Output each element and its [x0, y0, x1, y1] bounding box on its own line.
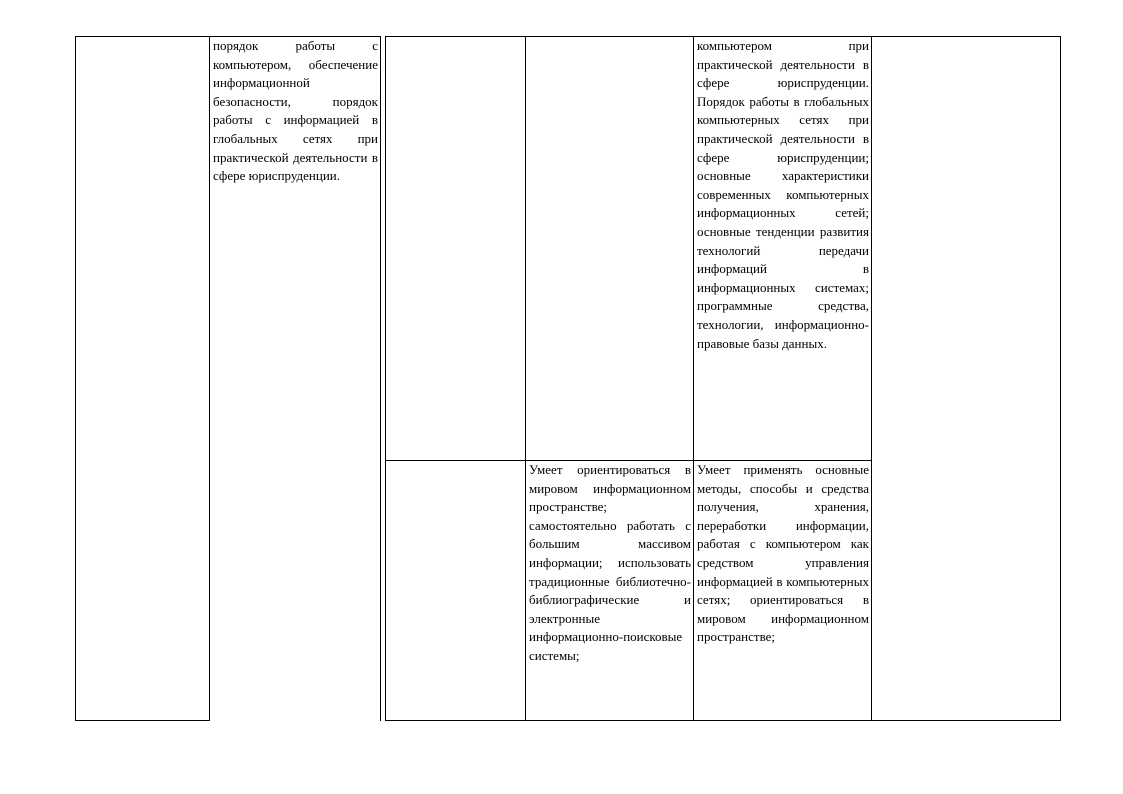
table-cell-col5: Умеет применять основные методы, способы и средства получения, хранения, переработки информации, работая с компьютером как средством управления информацией в компьютерных сетях; ориентироваться в мировом информационном пространстве; — [694, 461, 872, 721]
table-cell-col1 — [76, 37, 210, 721]
table-cell-col3 — [386, 37, 526, 461]
competence-table — [75, 36, 1061, 721]
table-cell-col4 — [526, 37, 694, 461]
table-cell-col5: компьютером при практической деятельности в сфере юриспруденции. Порядок работы в глобальных компьютерных сетях при практической деятельности в сфере юриспруденции; основные характеристики современных компьютерных информационных сетей; основные тенденции развития технологий передачи информаций в информационных системах; программные средства, технологии, информационно-правовые базы данных. — [694, 37, 872, 461]
table-cell-col4: Умеет ориентироваться в мировом информационном пространстве; самостоятельно работать с большим массивом информации; использовать традиционные библиотечно-библиографические и электронные информационно-поисковые системы; — [526, 461, 694, 721]
table-cell-col6 — [872, 37, 1061, 721]
table-cell-col2: порядок работы с компьютером, обеспечение информационной безопасности, порядок работы с информацией в глобальных сетях при практической деятельности в сфере юриспруденции. — [210, 37, 381, 721]
table-cell-col3 — [386, 461, 526, 721]
table-row — [76, 37, 1061, 461]
